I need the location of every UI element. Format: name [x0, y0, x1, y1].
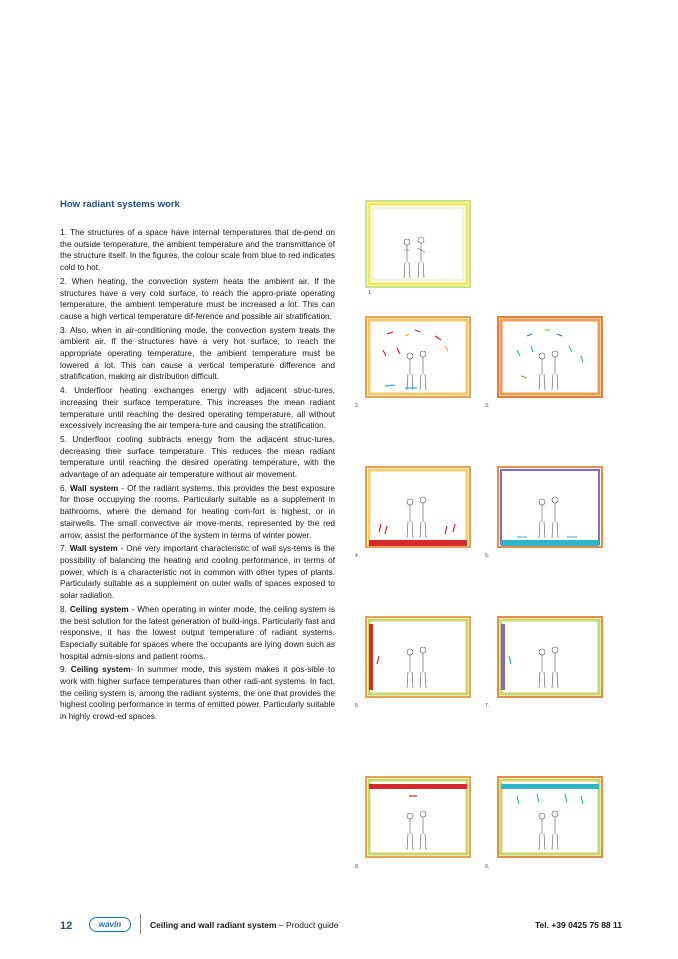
section-heading: How radiant systems work — [60, 199, 180, 210]
figure-7 — [497, 616, 609, 706]
paragraph-3 — [60, 325, 335, 384]
figure-2 — [365, 316, 477, 406]
figure-3 — [497, 316, 609, 406]
paragraph-9-text: - In summer mode, this system makes it pos-sible to work with higher surface temperatures than other radi-ant systems. In fact, the ceiling system is, among the radiant systems, the one that provides the highest cooling performance in terms of emitted power. Particularly suitable in highly crowd-ed spaces. — [60, 665, 335, 722]
figure-6-label: 6. — [355, 703, 360, 709]
paragraph-8-bold: Ceiling system — [69, 604, 129, 614]
paragraph-7-lead: 7. — [60, 544, 70, 554]
paragraph-8-text: - When operating in winter mode, the ceiling system is the best solution for the latest generation of build-ings. Particularly fast and responsive, it has the lowest output temperature of radiant systems. Especially suitable for spaces where the occupants are lying down such as hospital admis-sions and patient rooms. — [60, 604, 335, 661]
paragraph-3-text: 3. Also, when in air-conditioning mode, the convection system treats the ambient air. If the structures have a very hot surface, to reach the appropriate operating temperature, the ambient temperature must be lowered a lot. This can cause a vertical temperature difference and stratification, making air distribution difficult. — [60, 325, 335, 382]
paragraph-2 — [60, 276, 335, 323]
paragraph-5-text: 5. Underfloor cooling subtracts energy from the adjacent struc-tures, decreasing their surface temperature. This reduces the mean radiant temperature until reaching the desired operating temperature, with the advantage of an adequate air temperature without air movement. — [60, 434, 335, 480]
paragraph-9-bold: Ceiling system — [70, 665, 131, 675]
paragraph-6-bold: Wall system — [70, 483, 119, 493]
footer-title-rest: – Product guide — [276, 920, 339, 930]
footer-divider — [140, 914, 141, 934]
figure-2-label: 2. — [355, 403, 360, 409]
paragraph-5 — [60, 434, 335, 481]
paragraph-6-lead: 6. — [60, 483, 70, 493]
body-text — [60, 227, 335, 725]
paragraph-7 — [60, 543, 335, 602]
paragraph-7-bold: Wall system — [69, 544, 118, 554]
paragraph-4 — [60, 385, 335, 432]
paragraph-7-text: - One very important characteristic of wall sys-tems is the possibility of balancing the heating and cooling performance, in terms of power, which is a characteristic not in common with other types of plants. Particularly suitable as a supplement on outer walls of spaces exposed to solar radiation. — [60, 544, 335, 601]
footer-title — [150, 920, 339, 930]
figure-3-label: 3. — [485, 403, 490, 409]
figure-4 — [365, 466, 477, 556]
paragraph-9 — [60, 664, 335, 723]
paragraph-4-text: 4. Underfloor heating exchanges energy with adjacent struc-tures, increasing their surface temperature. This increases the mean radiant temperature until reaching the desired operating temperature, all without excessively increasing the air tempera-ture and causing the stratification. — [60, 386, 335, 431]
paragraph-9-lead: 9. — [60, 665, 71, 675]
page-number: 12 — [60, 920, 73, 932]
figure-8-label: 8. — [355, 864, 360, 870]
wavin-logo: wavin — [89, 917, 131, 932]
figure-5-label: 5. — [485, 553, 490, 559]
figure-1 — [365, 200, 477, 290]
figure-9 — [497, 776, 609, 866]
paragraph-8 — [60, 604, 335, 663]
page-footer — [0, 917, 678, 937]
figure-4-label: 4. — [355, 553, 360, 559]
figure-6 — [365, 616, 477, 706]
figure-8 — [365, 776, 477, 866]
figure-9-label: 9. — [485, 864, 490, 870]
figure-5 — [497, 466, 609, 556]
paragraph-6-text: - Of the radiant systems, this provides the best exposure for those occupying the rooms. Particularly suitable as a supplement in bathrooms, where the demand for heating com-fort is highest, or in stairwells. The small convective air move-ments, represented by the red arrow, assist the performance of the system in terms of winter power. — [60, 483, 335, 540]
paragraph-1-text: 1. The structures of a space have internal temperatures that de-pend on the outside temperature, the ambient temperature and the transmittance of the structure itself. In the figures, the colour scale from blue to red indicates cold to hot. — [60, 228, 335, 273]
figure-1-label: 1. — [368, 290, 373, 296]
paragraph-6 — [60, 483, 335, 542]
paragraph-1 — [60, 227, 335, 274]
paragraph-2-text: 2. When heating, the convection system heats the ambient air. If the structures have a very cold surface, to reach the appro-priate operating temperature, the ambient temperature must be increased a lot. This can cause a high vertical temperature dif-ference and possible air stratification. — [60, 276, 335, 321]
footer-title-bold: Ceiling and wall radiant system — [150, 920, 277, 930]
footer-phone: Tel. +39 0425 75 88 11 — [534, 920, 622, 930]
figure-7-label: 7. — [485, 703, 490, 709]
paragraph-8-lead: 8. — [60, 604, 70, 614]
